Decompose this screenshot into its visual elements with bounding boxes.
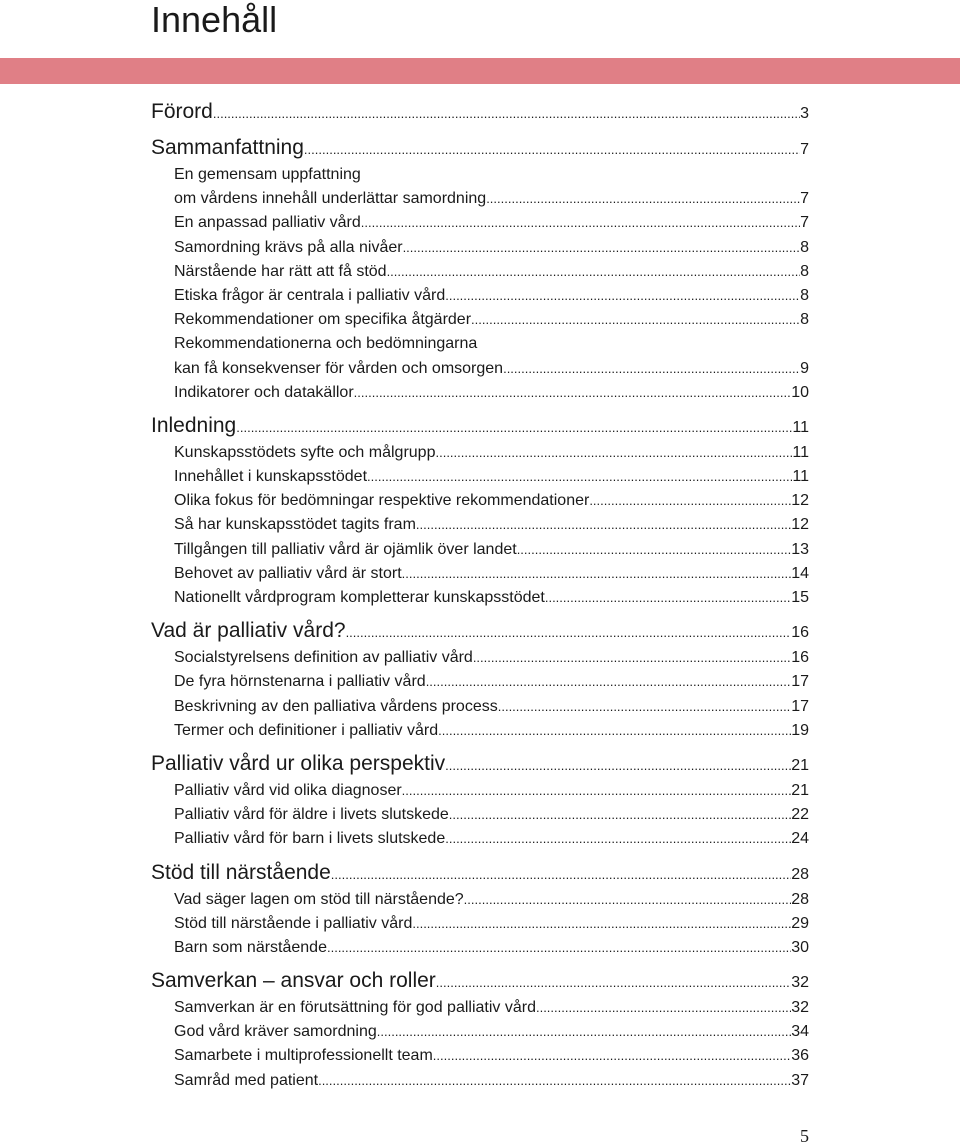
toc-entry[interactable] xyxy=(151,1044,809,1068)
toc-entry[interactable] xyxy=(151,936,809,960)
toc-leader-dots xyxy=(433,1044,791,1068)
toc-page-number: 8 xyxy=(800,262,809,280)
toc-leader-dots xyxy=(354,381,792,405)
toc-label: Inledning xyxy=(151,413,237,437)
toc-leader-dots xyxy=(449,803,791,827)
toc-entry[interactable] xyxy=(151,912,809,936)
toc-label: Samverkan är en förutsättning för god palliativ vård xyxy=(174,999,536,1017)
toc-label: Kunskapsstödets syfte och målgrupp xyxy=(174,443,436,461)
page-title: Innehåll xyxy=(151,0,278,40)
toc-label: Närstående har rätt att få stöd xyxy=(174,262,387,280)
toc-label: Indikatorer och datakällor xyxy=(174,383,354,401)
toc-label: Rekommendationer om specifika åtgärder xyxy=(174,311,472,329)
toc-entry[interactable] xyxy=(151,1069,809,1093)
toc-page-number: 8 xyxy=(800,311,809,329)
toc-section[interactable] xyxy=(151,132,809,163)
toc-leader-dots xyxy=(503,357,800,381)
toc-page-number: 8 xyxy=(800,286,809,304)
toc-page-number: 15 xyxy=(791,589,809,606)
toc-entry[interactable] xyxy=(151,513,809,537)
toc-leader-dots xyxy=(445,827,791,851)
toc-page-number: 12 xyxy=(791,492,809,510)
toc-page-number: 7 xyxy=(800,141,809,158)
toc-leader-dots xyxy=(445,284,800,308)
toc-entry[interactable] xyxy=(151,357,809,381)
toc-page-number: 34 xyxy=(791,1023,809,1041)
toc-section[interactable] xyxy=(151,748,809,779)
toc-entry[interactable] xyxy=(151,465,809,489)
toc-label: Behovet av palliativ vård är stort xyxy=(174,564,402,582)
toc-leader-dots xyxy=(412,912,791,936)
toc-page-number: 36 xyxy=(791,1047,809,1065)
toc-label: kan få konsekvenser för vården och omsorgen xyxy=(174,359,504,377)
toc-entry[interactable] xyxy=(151,332,809,356)
toc-leader-dots xyxy=(318,1069,791,1093)
toc-page-number: 10 xyxy=(791,383,809,401)
toc-leader-dots xyxy=(498,695,791,719)
toc-page-number: 12 xyxy=(791,516,809,534)
toc-page-number: 9 xyxy=(800,359,809,377)
header-band xyxy=(0,58,960,84)
toc-entry[interactable] xyxy=(151,562,809,586)
toc-page-number: 21 xyxy=(791,756,809,774)
toc-leader-dots xyxy=(435,441,792,465)
toc-leader-dots xyxy=(438,719,791,743)
toc-label: Barn som närstående xyxy=(174,938,327,956)
toc-entry[interactable] xyxy=(151,260,809,284)
toc-leader-dots xyxy=(473,646,791,670)
toc-label: Så har kunskapsstödet tagits fram xyxy=(174,516,416,534)
toc-label: Tillgången till palliativ vård är ojämlik över landet xyxy=(174,540,517,558)
toc-entry[interactable] xyxy=(151,888,809,912)
toc-page-number: 37 xyxy=(791,1071,809,1089)
toc-label: En gemensam uppfattning xyxy=(174,166,361,183)
toc-leader-dots xyxy=(402,779,792,803)
toc-page-number: 19 xyxy=(791,721,809,739)
toc-leader-dots xyxy=(436,967,791,996)
toc-section[interactable] xyxy=(151,615,809,646)
toc-label: Samordning krävs på alla nivåer xyxy=(174,238,403,256)
toc-page-number: 28 xyxy=(791,890,809,908)
toc-entry[interactable] xyxy=(151,827,809,851)
toc-page-number: 8 xyxy=(800,238,809,256)
toc-label: Sammanfattning xyxy=(151,136,304,159)
toc-entry[interactable] xyxy=(151,996,809,1020)
toc-page-number: 32 xyxy=(791,974,809,992)
toc-label: Palliativ vård för barn i livets slutskede xyxy=(174,830,446,848)
toc-leader-dots xyxy=(361,211,800,235)
toc-leader-dots xyxy=(486,187,800,211)
table-of-contents xyxy=(151,96,809,1093)
toc-label: Vad säger lagen om stöd till närstående? xyxy=(174,890,464,908)
toc-page-number: 7 xyxy=(800,190,809,208)
toc-label: Nationellt vårdprogram kompletterar kunskapsstödet xyxy=(174,589,545,606)
toc-entry[interactable] xyxy=(151,284,809,308)
toc-label: De fyra hörnstenarna i palliativ vård xyxy=(174,673,426,691)
toc-leader-dots xyxy=(517,538,792,562)
toc-leader-dots xyxy=(536,996,791,1020)
toc-label: Palliativ vård vid olika diagnoser xyxy=(174,781,402,799)
toc-label: Socialstyrelsens definition av palliativ vård xyxy=(174,649,473,667)
toc-label: En anpassad palliativ vård xyxy=(174,214,361,232)
toc-entry[interactable] xyxy=(151,381,809,405)
toc-page-number: 17 xyxy=(791,673,809,691)
toc-label: Olika fokus för bedömningar respektive rekommendationer xyxy=(174,492,590,510)
toc-leader-dots xyxy=(464,888,792,912)
toc-page-number: 11 xyxy=(792,418,809,436)
toc-entry[interactable] xyxy=(151,489,809,513)
toc-entry[interactable] xyxy=(151,1020,809,1044)
toc-page-number: 17 xyxy=(791,697,809,715)
toc-leader-dots xyxy=(367,465,792,489)
toc-leader-dots xyxy=(402,562,792,586)
page-number: 5 xyxy=(800,1126,809,1146)
toc-label: Vad är palliativ vård? xyxy=(151,619,346,643)
toc-leader-dots xyxy=(331,859,791,888)
toc-leader-dots xyxy=(327,936,791,960)
toc-label: Samverkan – ansvar och roller xyxy=(151,969,436,993)
toc-entry[interactable] xyxy=(151,695,809,719)
toc-entry[interactable] xyxy=(151,308,809,332)
toc-leader-dots xyxy=(346,617,792,646)
toc-entry[interactable] xyxy=(151,187,809,211)
toc-leader-dots xyxy=(387,260,801,284)
toc-label: Stöd till närstående i palliativ vård xyxy=(174,914,413,932)
toc-label: Innehållet i kunskapsstödet xyxy=(174,468,368,486)
toc-section[interactable] xyxy=(151,410,809,441)
toc-entry[interactable] xyxy=(151,670,809,694)
toc-section[interactable] xyxy=(151,857,809,888)
toc-label: Palliativ vård för äldre i livets slutskede xyxy=(174,806,449,824)
toc-leader-dots xyxy=(403,236,801,260)
toc-page-number: 16 xyxy=(791,649,809,667)
toc-page-number: 22 xyxy=(791,806,809,824)
toc-page-number: 13 xyxy=(791,540,809,558)
toc-entry[interactable] xyxy=(151,719,809,743)
toc-label: Samarbete i multiprofessionellt team xyxy=(174,1047,433,1065)
toc-page-number: 30 xyxy=(791,938,809,956)
toc-page-number: 14 xyxy=(791,564,809,582)
toc-leader-dots xyxy=(416,513,791,537)
toc-leader-dots xyxy=(589,489,791,513)
toc-page-number: 28 xyxy=(791,865,809,883)
toc-entry[interactable] xyxy=(151,538,809,562)
toc-leader-dots xyxy=(471,308,800,332)
toc-leader-dots xyxy=(236,412,792,441)
toc-page-number: 11 xyxy=(792,443,809,461)
toc-entry[interactable] xyxy=(151,803,809,827)
toc-page-number: 11 xyxy=(792,468,809,486)
toc-leader-dots xyxy=(426,670,792,694)
toc-section[interactable] xyxy=(151,96,809,127)
toc-label: Beskrivning av den palliativa vårdens process xyxy=(174,697,498,715)
toc-label: Etiska frågor är centrala i palliativ vård xyxy=(174,286,446,304)
toc-label: God vård kräver samordning xyxy=(174,1023,377,1041)
toc-page-number: 3 xyxy=(800,105,809,122)
toc-leader-dots xyxy=(304,134,800,163)
toc-label: Stöd till närstående xyxy=(151,860,331,884)
toc-entry[interactable] xyxy=(151,646,809,670)
toc-label: Rekommendationerna och bedömningarna xyxy=(174,335,478,353)
toc-page-number: 32 xyxy=(791,999,809,1017)
toc-entry[interactable] xyxy=(151,163,809,187)
toc-page-number: 16 xyxy=(791,624,809,642)
toc-leader-dots xyxy=(545,586,791,610)
toc-page-number: 21 xyxy=(791,781,809,799)
toc-entry[interactable] xyxy=(151,211,809,235)
toc-entry[interactable] xyxy=(151,586,809,610)
toc-label: Samråd med patient xyxy=(174,1071,319,1089)
toc-leader-dots xyxy=(213,98,800,127)
toc-entry[interactable] xyxy=(151,441,809,465)
toc-label: Palliativ vård ur olika perspektiv xyxy=(151,751,446,775)
toc-page-number: 24 xyxy=(791,830,809,848)
toc-leader-dots xyxy=(445,750,791,779)
toc-label: Termer och definitioner i palliativ vård xyxy=(174,721,439,739)
toc-page-number: 29 xyxy=(791,914,809,932)
toc-page-number: 7 xyxy=(800,214,809,232)
toc-entry[interactable] xyxy=(151,779,809,803)
toc-label: om vårdens innehåll underlättar samordning xyxy=(174,190,487,208)
toc-entry[interactable] xyxy=(151,236,809,260)
toc-leader-dots xyxy=(377,1020,791,1044)
toc-section[interactable] xyxy=(151,965,809,996)
toc-label: Förord xyxy=(151,100,213,123)
